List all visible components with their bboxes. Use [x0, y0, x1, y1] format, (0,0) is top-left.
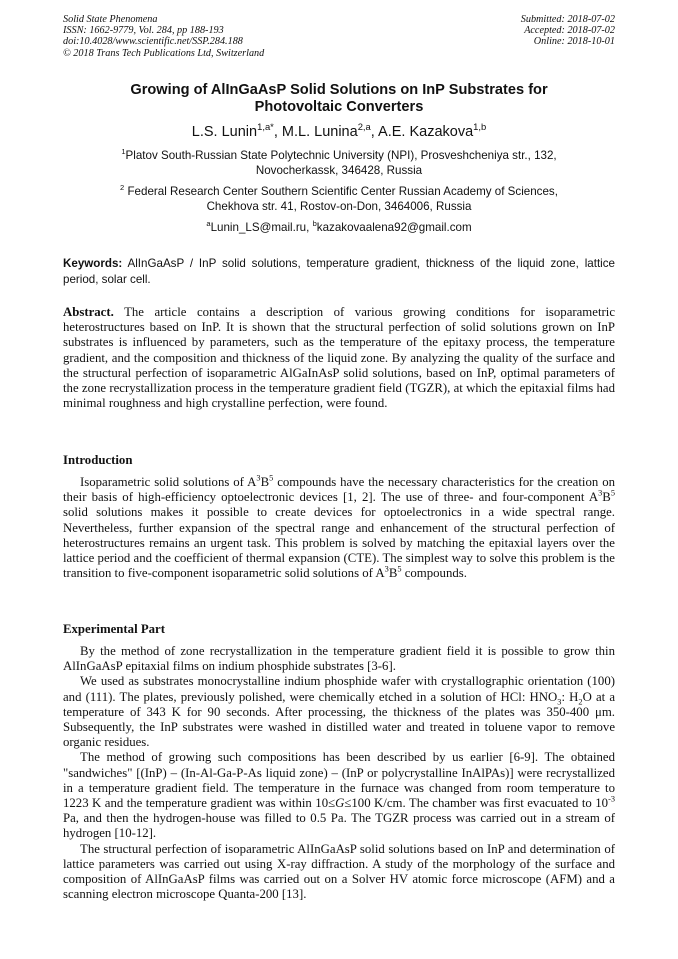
author-affiliation-mark: 2,a: [357, 121, 371, 133]
introduction-text: [63, 475, 615, 581]
abstract-text: The article contains a description of various growing conditions for isoparametric heterostructures based on InP. It is shown that the structural perfection of solid solutions grown on InP substrates is influenced by parameters, such as the temperature of the epitaxy process, the temperature gradient, and the composition and thickness of the liquid zone. By analyzing the quality of the surface and the structural perfection of isoparametric AlGaInAsP solid solutions, based on InP, optimal parameters of the zone recrystallization process in the temperature gradient field (TGZR), at which the epitaxial films had minimal roughness and high crystalline perfection, were found.: [63, 305, 615, 411]
paragraph: Isoparametric solid solutions of $A^3B^5$ compounds have the necessary characteristics for the creation on their basis of high-efficiency optoelectronic devices [1, 2]. The use of three- and four-component $A^3B^5$ solid solutions makes it possible to create devices for optoelectronics in a wide spectral range. Nevertheless, further expansion of the spectral range and enhancement of the structural perfection of heterostructures remains an urgent task. This problem is solved by matching the epitaxial layers over the lattice period and the coefficient of thermal expansion (CTE). The simplest way to solve this problem is the transition to five-component isoparametric solid solutions of $A^3B^5$ compounds.: [63, 473, 615, 581]
journal-issn: ISSN: 1662-9779, Vol. 284, pp 188-193: [63, 25, 224, 37]
affiliation-text: Chekhova str. 41, Rostov-on-Don, 3464006, Russia: [206, 200, 472, 214]
affiliation-mark: 1: [121, 147, 126, 157]
affiliation-text: Federal Research Center Southern Scientific Center Russian Academy of Sciences,: [124, 185, 558, 198]
email-mark: b: [312, 219, 317, 229]
paragraph: The method of growing such compositions has been described by us earlier [6-9]. The obtained "sandwiches" [(InP) – (In-Al-Ga-P-As liquid zone) – (InP or polycrystalline InAlPAs)] were recrystallized in a temperature gradient field. The temperature in the furnace was changed from room temperature to 1223 K and the temperature gradient was within 10≤G≤100 K/cm. The chamber was first evacuated to $10^{-3}$ Pa, and then the hydrogen-house was filled to 0.5 Pa. The TGZR process was carried out in a stream of hydrogen [10-12].: [63, 750, 616, 841]
author-name: A.E. Kazakova: [378, 124, 474, 140]
date-online: Online: 2018-10-01: [533, 36, 615, 48]
paragraph: We used as substrates monocrystalline indium phosphide wafer with crystallographic orientation (100) and (111). The plates, previously polished, were chemically etched in a solution of HCl: $HNO_3$: $H_2O$ at a temperature of 343 K for 90 seconds. After processing, the thickness of the plates was 350-400 μm. Subsequently, the InP substrates were washed in distilled water and treated in toluene vapor to remove organic residues.: [63, 674, 616, 750]
keywords-text: AlInGaAsP / InP solid solutions, temperature gradient, thickness of the liquid zone, lattice period, solar cell.: [63, 257, 615, 286]
email-link[interactable]: Lunin_LS@mail.ru,: [210, 221, 313, 234]
author-name: M.L. Lunina: [281, 124, 358, 140]
email-mark: a: [206, 219, 211, 229]
author-affiliation-mark: 1,b: [473, 121, 487, 133]
journal-copyright: © 2018 Trans Tech Publications Ltd, Switzerland: [63, 47, 265, 59]
keywords: [63, 256, 615, 287]
journal-name: Solid State Phenomena: [63, 14, 158, 25]
author-list: L.S. Lunin$^{1,a*}$, M.L. Lunina$^{2,a}$, A.E. Kazakova$^{1,b}$: [191, 121, 487, 140]
section-heading-introduction: Introduction: [63, 453, 133, 467]
affiliation-text: Novocherkassk, 346428, Russia: [255, 164, 423, 178]
paper-title-line: Growing of AlInGaAsP Solid Solutions on InP Substrates for: [130, 82, 548, 98]
date-accepted: Accepted: 2018-07-02: [524, 25, 615, 37]
affiliation-text: Platov South-Russian State Polytechnic University (NPI), Prosveshcheniya str., 132,: [125, 149, 557, 162]
abstract: [63, 305, 615, 411]
affiliation-2: [63, 184, 615, 214]
section-heading-experimental: Experimental Part: [63, 622, 165, 636]
affiliation-1: [63, 148, 615, 178]
paragraph: By the method of zone recrystallization in the temperature gradient field it is possible to grow thin AlInGaAsP epitaxial films on indium phosphide substrates [3-6].: [63, 644, 615, 674]
paragraph: The structural perfection of isoparametric AlInGaAsP solid solutions based on InP and determination of lattice parameters was carried out using X-ray diffraction. A study of the morphology of the surface and composition of AlInGaAsP films was carried out on a Solver HV atomic force microscope (AFM) and a scanning electron microscope Quanta-200 [13].: [63, 841, 615, 902]
author-emails: [63, 220, 615, 235]
abstract-label: Abstract.: [63, 305, 114, 319]
date-submitted: Submitted: 2018-07-02: [520, 14, 615, 25]
keywords-label: Keywords:: [63, 257, 123, 270]
paper-title-line: Photovoltaic Converters: [254, 99, 424, 115]
publication-dates: [521, 14, 615, 48]
journal-info: [63, 14, 264, 59]
paper-title: [63, 82, 615, 116]
affiliation-mark: 2: [120, 183, 125, 193]
author-affiliation-mark: 1,a*: [257, 121, 274, 133]
email-link[interactable]: kazakovaalena92@gmail.com: [316, 221, 472, 234]
journal-doi: doi:10.4028/www.scientific.net/SSP.284.188: [63, 36, 243, 48]
author-name: L.S. Lunin: [191, 124, 258, 140]
experimental-text: [63, 644, 615, 902]
